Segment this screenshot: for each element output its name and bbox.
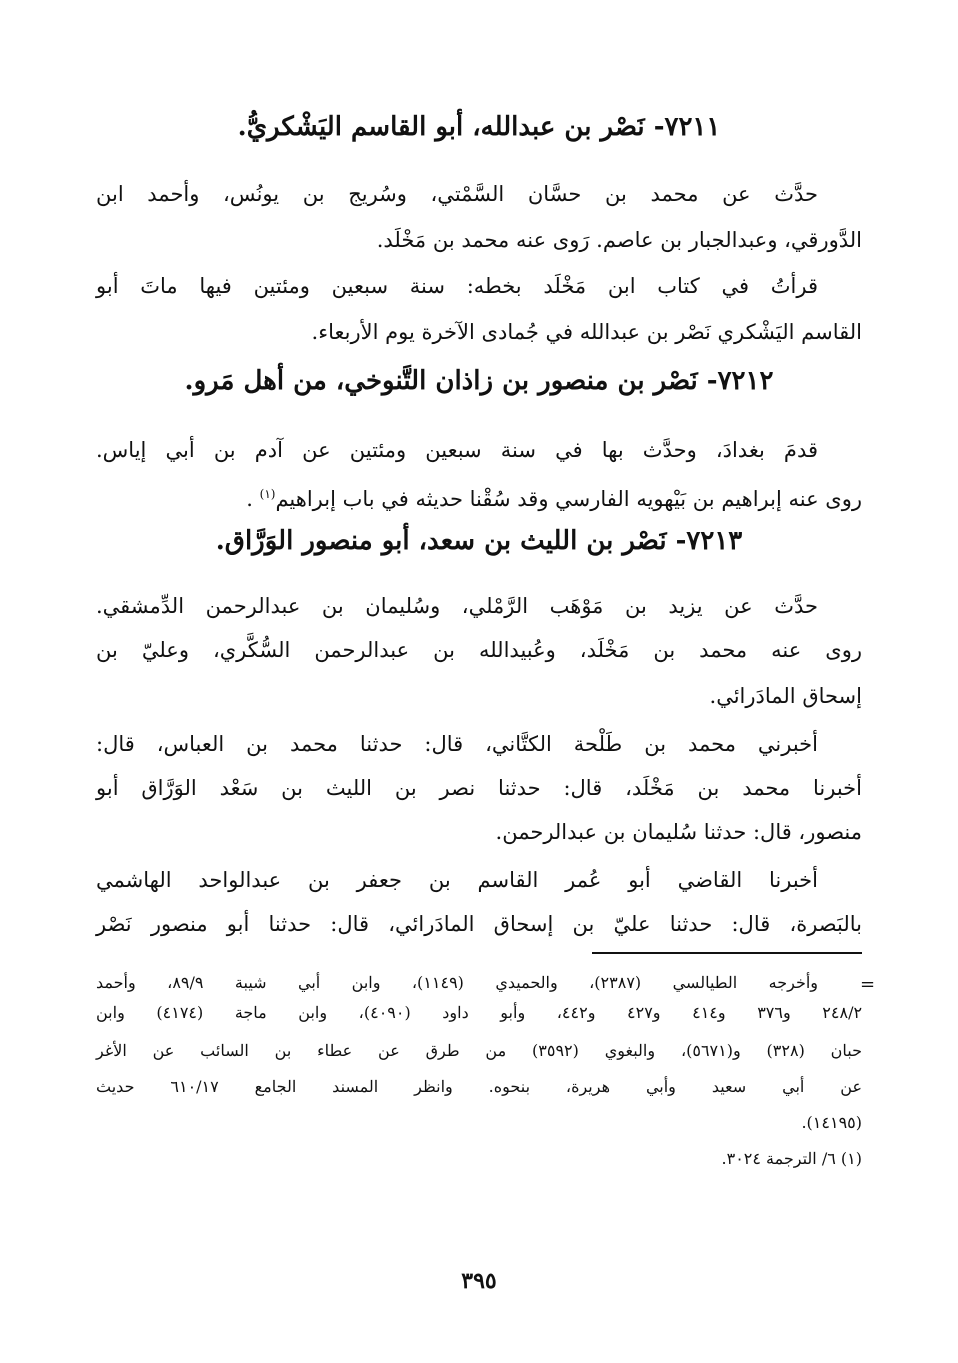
footnote-line: حبان (٣٢٨) و(٥٦٧١)، والبغوي (٣٥٩٢) من طرق عن عطاء بن السائب عن الأغر bbox=[96, 1041, 863, 1060]
entry-heading-7212: ٧٢١٢- نَصْر بن منصور بن زاذان التَّنوخي، من أهل مَرو. bbox=[184, 366, 774, 396]
body-line: روى عنه محمد بن مَخْلَد، وعُبيدالله بن عبدالرحمن السُّكَّري، وعليّ بن bbox=[96, 638, 862, 662]
body-text: روى عنه إبراهيم بن بَيْهويه الفارسي وقد سُقْنا حديثه في باب إبراهيم bbox=[275, 487, 862, 511]
entry-heading-7211: ٧٢١١- نَصْر بن عبدالله، أبو القاسم اليَشْكريُّ. bbox=[237, 112, 721, 142]
footnote-1: (١) ٦/ الترجمة ٣٠٢٤. bbox=[721, 1149, 862, 1168]
body-line: الدَّورقي، وعبدالجبار بن عاصم. رَوى عنه محمد بن مَخْلَد. bbox=[376, 228, 862, 252]
footnote-continuation-mark: = bbox=[860, 974, 876, 995]
footnote-line: وأخرجه الطيالسي (٢٣٨٧)، والحميدي (١١٤٩)، وابن أبي شيبة ٨٩/٩، وأحمد bbox=[96, 973, 819, 992]
footnote-line: ٢٤٨/٢ و٣٧٦ و٤١٤ و٤٢٧ و٤٤٢، وأبو داود (٤٠٩٠)، وابن ماجة (٤١٧٤) وابن bbox=[96, 1003, 863, 1022]
entry-heading-7213: ٧٢١٣- نَصْر بن الليث بن سعد، أبو منصور الوَرَّاق. bbox=[215, 526, 743, 556]
body-line: أخبرني محمد بن طَلْحة الكتَّاني، قال: حدثنا محمد بن العباس، قال: bbox=[96, 732, 818, 756]
page-number: ٣٩٥ bbox=[461, 1268, 497, 1294]
footnote-line: (١٤١٩٥). bbox=[801, 1113, 862, 1132]
body-line: أخبرنا القاضي أبو عُمر القاسم بن جعفر بن عبدالواحد الهاشمي bbox=[96, 868, 818, 892]
body-line: القاسم اليَشْكري نَصْر بن عبدالله في جُمادى الآخرة يوم الأربعاء. bbox=[311, 320, 862, 344]
body-line-with-footnote bbox=[96, 480, 862, 513]
footnote-marker: (١) bbox=[259, 487, 276, 501]
body-line: منصور، قال: حدثنا سُليمان بن عبدالرحمن. bbox=[495, 820, 862, 844]
body-line: قدمَ بغدادَ، وحدَّث بها في سنة سبعين ومئتين عن آدم بن أبي إياس. bbox=[96, 438, 818, 462]
body-line: قرأتُ في كتاب ابن مَخْلَد بخطه: سنة سبعين ومئتين فيها ماتَ أبو bbox=[96, 274, 818, 298]
footnote-separator bbox=[592, 952, 862, 954]
body-line: حدَّث عن محمد بن حسَّان السَّمْتي، وسُريج بن يونُس، وأحمد ابن bbox=[96, 182, 818, 206]
period: . bbox=[246, 487, 253, 511]
body-line: بالبَصرة، قال: حدثنا عليّ بن إسحاق المادَرائي، قال: حدثنا أبو منصور نَصْر bbox=[96, 912, 862, 936]
body-line: أخبرنا محمد بن مَخْلَد، قال: حدثنا نصر بن الليث بن سَعْد الوَرَّاق أبو bbox=[96, 776, 862, 800]
footnote-line: عن أبي سعيد وأبي هريرة، بنحوه. وانظر المسند الجامع ٦١٠/١٧ حديث bbox=[96, 1077, 862, 1096]
body-line: إسحاق المادَرائي. bbox=[709, 684, 862, 708]
body-line: حدَّث عن يزيد بن مَوْهَب الرَّمْلي، وسُليمان بن عبدالرحمن الدِّمشقي. bbox=[96, 594, 818, 618]
